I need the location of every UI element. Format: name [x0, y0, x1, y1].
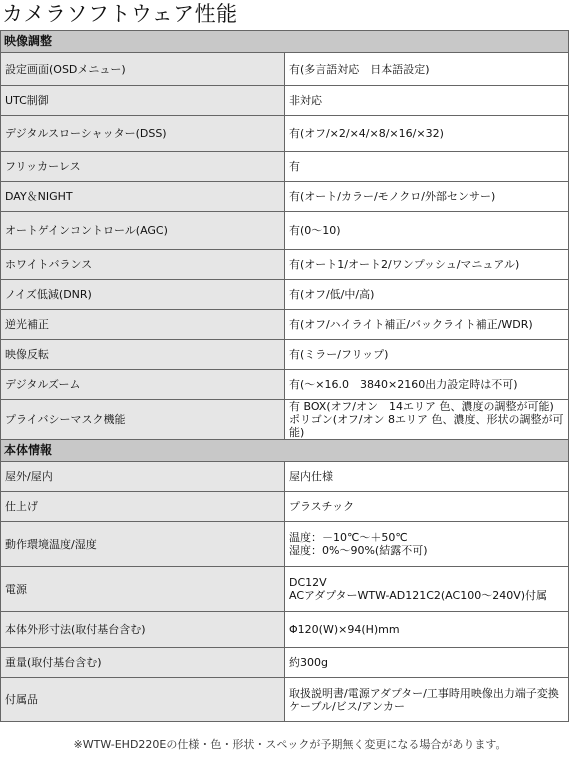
row-label: プライバシーマスク機能 [1, 400, 285, 440]
section-header-row [1, 31, 569, 53]
table-row [1, 152, 569, 182]
row-label: 電源 [1, 567, 285, 612]
spec-table [0, 30, 569, 722]
row-label: オートゲインコントロール(AGC) [1, 212, 285, 250]
row-label: 付属品 [1, 678, 285, 722]
row-value: 約300g [285, 648, 569, 678]
row-value: 温度：－10℃～＋50℃ 湿度：0%～90%(結露不可) [285, 522, 569, 567]
table-row [1, 522, 569, 567]
row-label: 動作環境温度/湿度 [1, 522, 285, 567]
row-value: 有(オート1/オート2/ワンプッシュ/マニュアル) [285, 250, 569, 280]
table-row [1, 462, 569, 492]
row-value: 取扱説明書/電源アダプター/工事時用映像出力端子変換ケーブル/ビス/アンカー [285, 678, 569, 722]
row-value: 屋内仕様 [285, 462, 569, 492]
section-heading-video: 映像調整 [1, 31, 569, 53]
row-value: 有(オフ/ハイライト補正/バックライト補正/WDR) [285, 310, 569, 340]
table-row [1, 212, 569, 250]
row-value: 有(ミラー/フリップ) [285, 340, 569, 370]
row-value: DC12V ACアダプターWTW-AD121C2(AC100～240V)付属 [285, 567, 569, 612]
table-row [1, 86, 569, 116]
row-value: 有(オート/カラー/モノクロ/外部センサー) [285, 182, 569, 212]
table-row [1, 492, 569, 522]
table-row [1, 340, 569, 370]
table-row [1, 280, 569, 310]
row-value: プラスチック [285, 492, 569, 522]
table-row [1, 53, 569, 86]
row-value: Φ120(W)×94(H)mm [285, 612, 569, 648]
row-label: ノイズ低減(DNR) [1, 280, 285, 310]
table-row [1, 250, 569, 280]
table-row [1, 370, 569, 400]
table-row [1, 678, 569, 722]
table-row [1, 310, 569, 340]
row-value: 有 BOX(オフ/オン 14エリア 色、濃度の調整が可能)ポリゴン(オフ/オン 8エリア 色、濃度、形状の調整が可能) [285, 400, 569, 440]
row-label: UTC制御 [1, 86, 285, 116]
row-label: 本体外形寸法(取付基台含む) [1, 612, 285, 648]
section-heading-body: 本体情報 [1, 440, 569, 462]
row-value: 有 [285, 152, 569, 182]
table-row [1, 567, 569, 612]
row-label: 重量(取付基台含む) [1, 648, 285, 678]
row-value: 有(オフ/×2/×4/×8/×16/×32) [285, 116, 569, 152]
page-title: カメラソフトウェア性能 [2, 2, 238, 26]
row-value: 有(多言語対応 日本語設定) [285, 53, 569, 86]
row-value: 有(オフ/低/中/高) [285, 280, 569, 310]
row-label: 設定画面(OSDメニュー) [1, 53, 285, 86]
row-label: 逆光補正 [1, 310, 285, 340]
table-row [1, 116, 569, 152]
row-label: デジタルズーム [1, 370, 285, 400]
row-value: 有(0～10) [285, 212, 569, 250]
table-row [1, 612, 569, 648]
row-value: 非対応 [285, 86, 569, 116]
row-label: フリッカーレス [1, 152, 285, 182]
footnote: ※WTW-EHD220Eの仕様・色・形状・スペックが予期無く変更になる場合があります。 [73, 738, 507, 751]
row-label: 屋外/屋内 [1, 462, 285, 492]
section-header-row [1, 440, 569, 462]
table-row [1, 182, 569, 212]
row-label: ホワイトバランス [1, 250, 285, 280]
table-row [1, 400, 569, 440]
row-value: 有(～×16.0 3840×2160出力設定時は不可) [285, 370, 569, 400]
table-row [1, 648, 569, 678]
row-label: 映像反転 [1, 340, 285, 370]
row-label: DAY＆NIGHT [1, 182, 285, 212]
row-label: 仕上げ [1, 492, 285, 522]
row-label: デジタルスローシャッター(DSS) [1, 116, 285, 152]
